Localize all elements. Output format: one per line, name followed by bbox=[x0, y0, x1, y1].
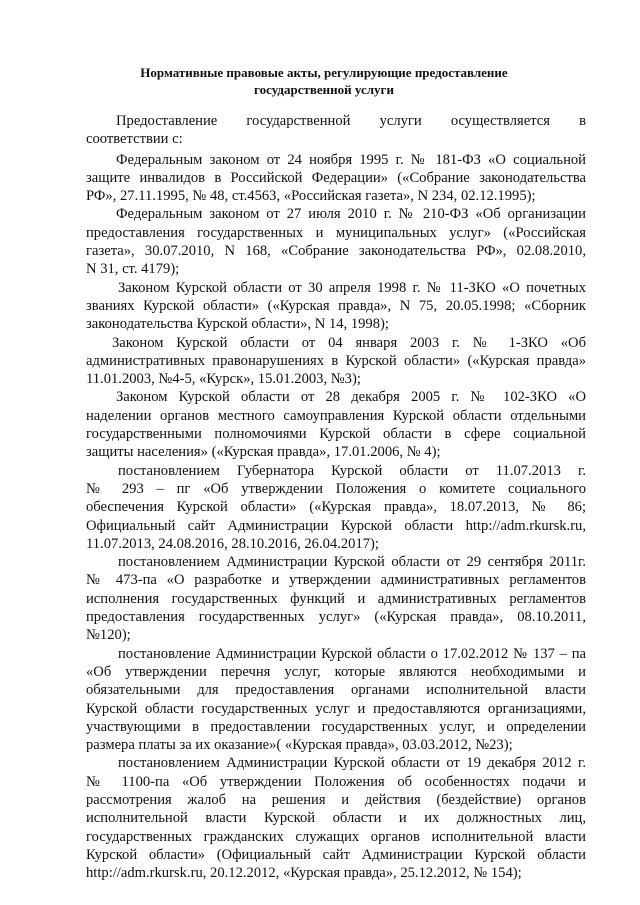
paragraph-line: №120); bbox=[86, 627, 131, 644]
paragraph bbox=[86, 553, 586, 644]
paragraph-line: № 293 – пг «Об утверждении Положения о комитете социального bbox=[86, 480, 586, 497]
paragraph bbox=[86, 388, 586, 461]
paragraph-line: «Об утверждении перечня услуг, которые являются необходимыми и bbox=[86, 663, 586, 680]
paragraph-line: Официальный сайт Администрации Курской области http://adm.rkursk.ru, bbox=[86, 517, 586, 534]
document-body bbox=[86, 112, 586, 882]
paragraph bbox=[86, 645, 586, 755]
paragraph bbox=[86, 279, 586, 334]
paragraph-line: 11.01.2003, №4-5, «Курск», 15.01.2003, №3); bbox=[86, 371, 361, 388]
paragraph-line: N 31, ст. 4179); bbox=[86, 261, 180, 278]
paragraph-line: государственными полномочиями Курской области в сфере социальной bbox=[86, 426, 586, 443]
paragraph-line: званиях Курской области» («Курская правда», N 75, 20.05.1998; «Сборник bbox=[86, 297, 586, 314]
paragraph-line: постановлением Губернатора Курской области от 11.07.2013 г. bbox=[118, 462, 586, 479]
paragraph-line: размера платы за их оказание»( «Курская правда», 03.03.2012, №23); bbox=[86, 737, 513, 754]
paragraph bbox=[86, 462, 586, 553]
paragraph-line: рассмотрения жалоб на решения и действия (бездействие) органов bbox=[86, 791, 586, 808]
paragraph bbox=[86, 205, 586, 278]
paragraph-line: предоставления государственных и муниципальных услуг» («Российская bbox=[86, 224, 586, 241]
paragraph-line: постановлением Администрации Курской области от 29 сентября 2011г. bbox=[118, 554, 586, 571]
paragraph-line: исполнительной власти Курской области и их должностных лиц, bbox=[86, 810, 586, 827]
paragraph-line: № 1100-па «Об утверждении Положения об особенностях подачи и bbox=[86, 773, 586, 790]
paragraph-line: государственных гражданских служащих органов исполнительной власти bbox=[86, 828, 586, 845]
paragraph-line: Курской области государственных услуг и предоставляются организациями, bbox=[86, 700, 586, 717]
paragraph-line: Законом Курской области от 28 декабря 2005 г. № 102-ЗКО «О bbox=[116, 389, 586, 406]
paragraph-line: соответствии с: bbox=[86, 131, 183, 148]
paragraph-line: предоставления государственных услуг» («Курская правда», 08.10.2011, bbox=[86, 609, 586, 626]
paragraph-line: Курской области» (Официальный сайт Администрации Курской области bbox=[86, 846, 586, 863]
paragraph-line: РФ», 27.11.1995, № 48, ст.4563, «Российская газета», N 234, 02.12.1995); bbox=[86, 188, 536, 205]
paragraph bbox=[86, 334, 586, 389]
paragraph-line: административных правонарушениях в Курской области» («Курская правда» bbox=[86, 352, 586, 369]
paragraph-line: защиты населения» («Курская правда», 17.01.2006, № 4); bbox=[86, 444, 441, 461]
paragraph bbox=[86, 151, 586, 206]
paragraph-line: исполнения государственных функций и административных регламентов bbox=[86, 590, 586, 607]
paragraph-line: Законом Курской области от 30 апреля 1998 г. № 11-ЗКО «О почетных bbox=[118, 279, 586, 296]
paragraph-line: http://adm.rkursk.ru, 20.12.2012, «Курская правда», 25.12.2012, № 154); bbox=[86, 865, 522, 882]
paragraph-line: Законом Курской области от 04 января 2003 г. № 1-ЗКО «Об bbox=[112, 334, 586, 351]
paragraph-line: газета», 30.07.2010, N 168, «Собрание законодательства РФ», 02.08.2010, bbox=[86, 243, 586, 260]
paragraph-line: Предоставление государственной услуги осуществляется в bbox=[116, 113, 586, 129]
paragraph bbox=[86, 112, 586, 151]
document-title bbox=[86, 64, 562, 98]
paragraph-line: законодательства Курской области», N 14, 1998); bbox=[86, 316, 389, 333]
paragraph-line: Федеральным законом от 24 ноября 1995 г. № 181-ФЗ «О социальной bbox=[116, 151, 586, 168]
paragraph-line: 11.07.2013, 24.08.2016, 28.10.2016, 26.04.2017); bbox=[86, 535, 379, 552]
title-line: государственной услуги bbox=[254, 82, 394, 97]
paragraph-line: участвующими в предоставлении государственных услуг, и определении bbox=[86, 718, 586, 735]
paragraph-line: обязательными для предоставления органами исполнительной власти bbox=[86, 682, 586, 699]
paragraph-line: № 473-па «О разработке и утверждении административных регламентов bbox=[86, 572, 586, 589]
title-line: Нормативные правовые акты, регулирующие предоставление bbox=[140, 65, 508, 80]
paragraph bbox=[86, 754, 586, 882]
paragraph-line: Федеральным законом от 27 июля 2010 г. № 210-ФЗ «Об организации bbox=[116, 206, 586, 223]
paragraph-line: постановлением Администрации Курской области от 19 декабря 2012 г. bbox=[118, 755, 586, 772]
paragraph-line: обеспечения Курской области» («Курская правда», 18.07.2013, № 86; bbox=[86, 499, 586, 516]
paragraph-line: наделении органов местного самоуправления Курской области отдельными bbox=[86, 407, 586, 424]
paragraph-line: защите инвалидов в Российской Федерации» («Собрание законодательства bbox=[86, 169, 586, 186]
paragraph-line: постановление Администрации Курской области о 17.02.2012 № 137 – па bbox=[118, 645, 586, 662]
